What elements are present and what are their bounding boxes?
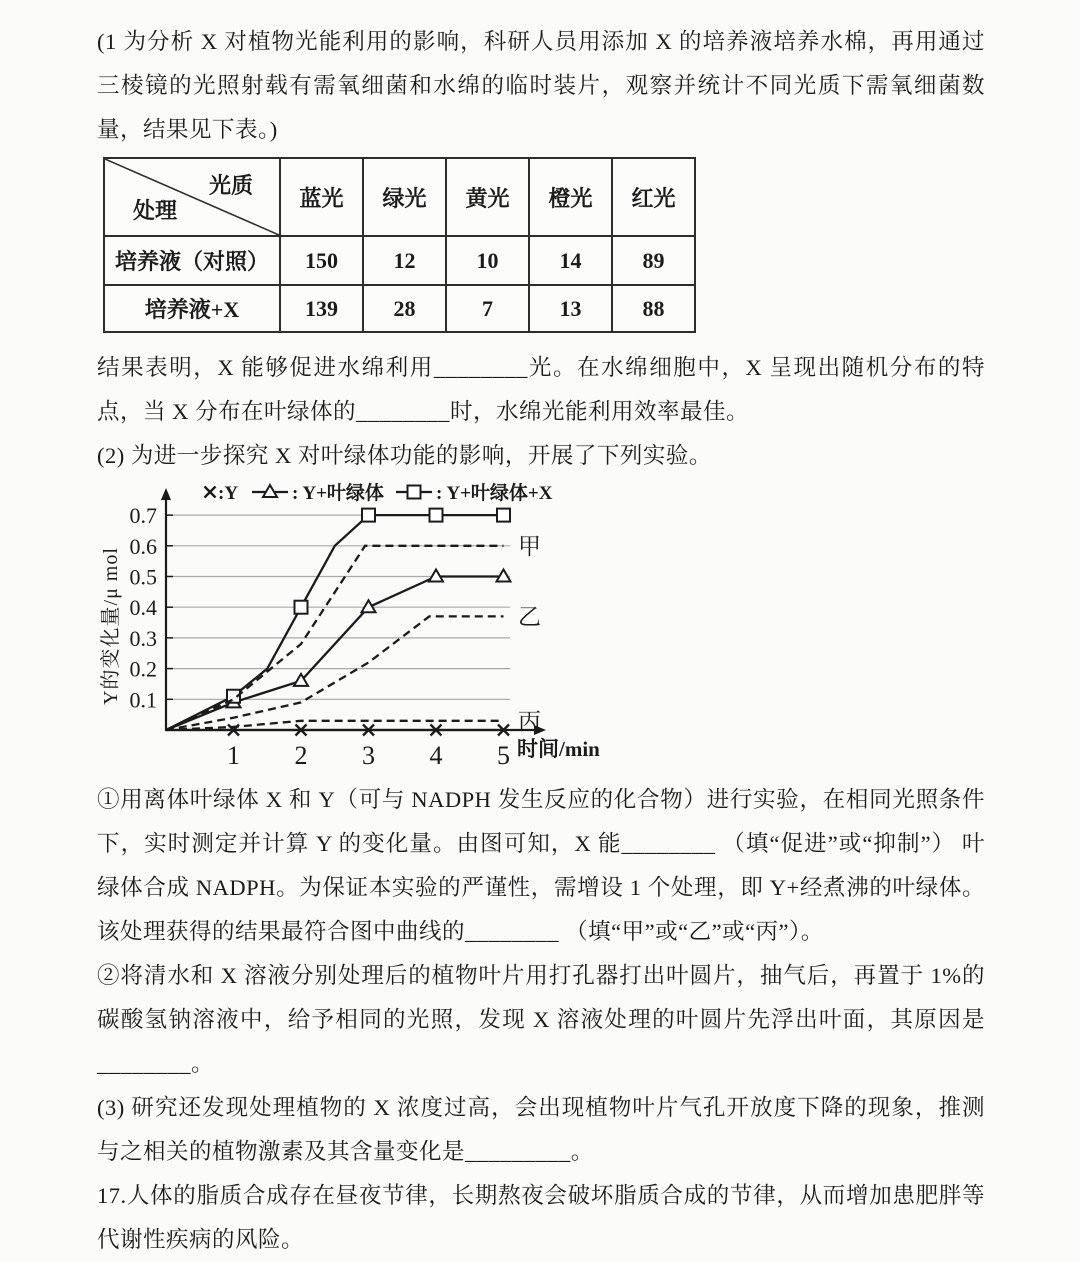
cell-value: 12: [363, 236, 446, 285]
table-row-control: [104, 236, 695, 285]
column-header-green: 绿光: [363, 158, 446, 236]
paragraph-q17-intro: 17.人体的脂质合成存在昼夜节律，长期熬夜会破坏脂质合成的节律，从而增加患肥胖等代谢性疾病的风险。: [97, 1183, 985, 1252]
column-header-orange: 橙光: [529, 158, 612, 236]
svg-text:时间/min: 时间/min: [517, 737, 600, 761]
svg-text:0.3: 0.3: [129, 625, 157, 651]
column-header-yellow: 黄光: [446, 158, 529, 236]
chart-svg: [100, 478, 630, 778]
cell-value: 150: [280, 236, 363, 285]
svg-text:丙: 丙: [518, 708, 541, 734]
svg-text:乙: 乙: [518, 604, 541, 630]
cell-value: 28: [363, 285, 446, 332]
column-header-blue: 蓝光: [280, 158, 363, 236]
svg-text:0.4: 0.4: [129, 595, 157, 621]
svg-text:: Y+叶绿体: : Y+叶绿体: [292, 483, 384, 504]
svg-text:0.5: 0.5: [129, 564, 157, 590]
cell-value: 10: [446, 236, 529, 285]
table-corner-cell: [104, 158, 280, 236]
corner-label-light-quality: 光质: [208, 173, 253, 198]
column-header-red: 红光: [612, 158, 695, 236]
row-label-plus-x: 培养液+X: [104, 285, 280, 332]
paragraph-step1: ①用离体叶绿体 X 和 Y（可与 NADPH 发生反应的化合物）进行实验，在相同光照条件下，实时测定并计算 Y 的变化量。由图可知，X 能________ （填“促进”或“抑制”） 叶绿体合成 NADPH。为保证本实验的严谨性，需增设 1 个处理，即 Y+经煮沸的叶绿体。该处理获得的结果最符合图中曲线的________ （填“甲”或“乙”或“丙”）。: [97, 787, 985, 944]
svg-text:0.6: 0.6: [129, 533, 157, 559]
paragraph-step2: ②将清水和 X 溶液分别处理后的植物叶片用打孔器打出叶圆片，抽气后，再置于 1%的碳酸氢钠溶液中，给予相同的光照，发现 X 溶液处理的叶圆片先浮出叶面，其原因是________。: [97, 963, 985, 1076]
svg-text:: Y+叶绿体+X: : Y+叶绿体+X: [436, 483, 553, 504]
row-label-control: 培养液（对照）: [104, 236, 280, 285]
table-row-plus-x: [104, 285, 695, 332]
svg-text:0.7: 0.7: [129, 503, 157, 529]
svg-text:0.2: 0.2: [129, 656, 157, 682]
cell-value: 14: [529, 236, 612, 285]
cell-value: 139: [280, 285, 363, 332]
light-quality-table: [103, 157, 696, 333]
svg-text:5: 5: [497, 741, 510, 770]
svg-text:Y的变化量/μ mol: Y的变化量/μ mol: [100, 547, 122, 705]
paragraph-q2-intro: (2) 为进一步探究 X 对叶绿体功能的影响，开展了下列实验。: [97, 443, 712, 468]
cell-value: 13: [529, 285, 612, 332]
cell-value: 89: [612, 236, 695, 285]
paragraph-result-blanks: 结果表明，X 能够促进水绵利用________光。在水绵细胞中，X 呈现出随机分布的特点，当 X 分布在叶绿体的________时，水绵光能利用效率最佳。: [97, 355, 985, 424]
svg-text:2: 2: [294, 741, 308, 770]
svg-text:0.1: 0.1: [129, 687, 157, 713]
svg-text:1: 1: [227, 741, 240, 770]
svg-text:4: 4: [429, 741, 443, 770]
svg-text::Y: :Y: [218, 483, 239, 504]
corner-label-treatment: 处理: [133, 198, 178, 223]
table-header-row: [104, 158, 695, 236]
svg-text:3: 3: [362, 741, 375, 770]
cell-value: 88: [612, 285, 695, 332]
paragraph-experiment-intro: (1 为分析 X 对植物光能利用的影响，科研人员用添加 X 的培养液培养水棉，再用通过三棱镜的光照射载有需氧细菌和水绵的临时装片，观察并统计不同光质下需氧细菌数量，结果见下表。): [97, 29, 985, 142]
line-chart: [100, 478, 985, 778]
svg-text:甲: 甲: [518, 533, 541, 559]
cell-value: 7: [446, 285, 529, 332]
paragraph-q3: (3) 研究还发现处理植物的 X 浓度过高，会出现植物叶片气孔开放度下降的现象，推测与之相关的植物激素及其含量变化是_________。: [97, 1095, 985, 1164]
